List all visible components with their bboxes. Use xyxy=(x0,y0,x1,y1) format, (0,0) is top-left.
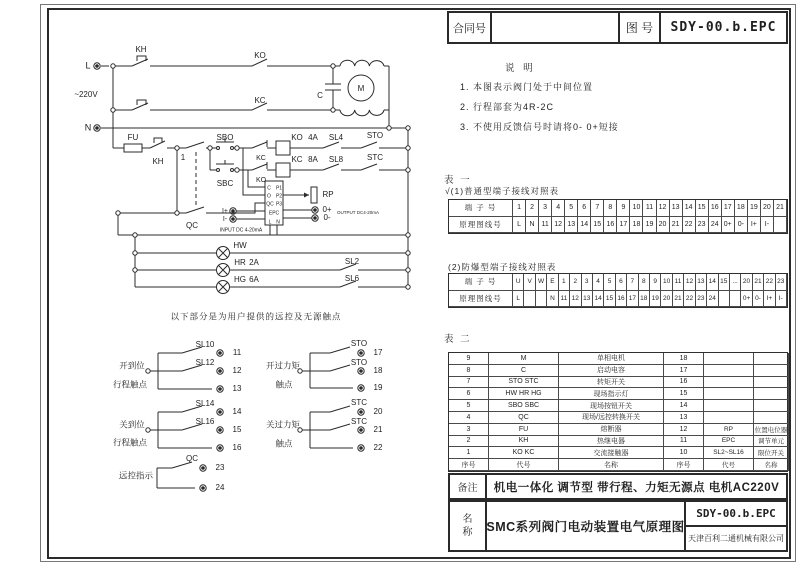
ko-coil-symbol xyxy=(276,141,290,155)
cell: 7 xyxy=(449,377,489,389)
cell: 16 xyxy=(664,377,704,389)
cell: 2 xyxy=(526,200,539,217)
schematic-label: KO xyxy=(255,176,267,184)
schematic-label: 2A xyxy=(249,258,259,268)
schematic-label: KH xyxy=(152,157,164,167)
cell: 16 xyxy=(709,200,722,217)
cell: 11 xyxy=(643,200,656,217)
schematic-label: C xyxy=(267,185,271,192)
schematic-label: 15 xyxy=(232,425,242,435)
schematic-label: 11 xyxy=(232,348,242,358)
schematic-label: KO xyxy=(254,51,266,61)
cell: 5 xyxy=(604,274,615,291)
schematic-label: SL16 xyxy=(195,417,215,427)
cell: 19 xyxy=(643,217,656,234)
cell: SBO SBC xyxy=(489,400,559,412)
schematic-label: SL12 xyxy=(195,358,215,368)
cell: 11 xyxy=(664,436,704,448)
remark-text: 机电一体化 调节型 带行程、力矩无源点 电机AC220V xyxy=(493,481,780,494)
cell: 原理图线号 xyxy=(449,291,513,308)
cell: 20 xyxy=(761,200,774,217)
schematic-label: 关过力矩 xyxy=(265,419,301,430)
cell: 现场按钮开关 xyxy=(559,400,664,412)
cell: 9 xyxy=(617,200,630,217)
schematic-label: 开到位 xyxy=(119,360,145,371)
cell: 17 xyxy=(627,291,638,308)
cell: W xyxy=(536,274,547,291)
cell: 21 xyxy=(670,217,683,234)
cell: 14 xyxy=(683,200,696,217)
cell: 位置电位器 xyxy=(754,424,789,436)
cell: 12 xyxy=(664,424,704,436)
cell: 21 xyxy=(673,291,684,308)
cell: 限位开关 xyxy=(754,447,789,459)
normal-terminal-table xyxy=(448,199,788,234)
cell xyxy=(704,377,754,389)
cell: M xyxy=(489,353,559,365)
schematic-label: 17 xyxy=(373,348,383,358)
cell: 现场指示灯 xyxy=(559,388,664,400)
cell: 13 xyxy=(565,217,578,234)
cell xyxy=(704,400,754,412)
cell: 6 xyxy=(578,200,591,217)
cell: 15 xyxy=(696,200,709,217)
schematic-label: STO xyxy=(366,131,384,141)
cell xyxy=(719,291,730,308)
schematic-label: 关到位 xyxy=(119,419,145,430)
cell: 转矩开关 xyxy=(559,377,664,389)
cell: 15 xyxy=(719,274,730,291)
cell: 21 xyxy=(774,200,787,217)
cell: 24 xyxy=(709,217,722,234)
cell xyxy=(704,412,754,424)
cell: V xyxy=(524,274,535,291)
schematic-label: I- xyxy=(222,215,228,223)
schematic-label: RP xyxy=(322,190,334,200)
schematic-label: HG xyxy=(234,275,246,285)
cell xyxy=(730,291,741,308)
schematic-label: SL10 xyxy=(195,340,215,350)
cell: 0+ xyxy=(741,291,752,308)
note-item: 1. 本图表示阀门处于中间位置 xyxy=(460,82,594,92)
table1-label: 表 一 xyxy=(444,175,472,186)
cell: 23 xyxy=(696,291,707,308)
cell: ... xyxy=(730,274,741,291)
schematic-label: FU xyxy=(127,133,139,143)
remark-label: 备注 xyxy=(450,475,487,498)
cell: 3 xyxy=(582,274,593,291)
cell: 7 xyxy=(627,274,638,291)
contract-number-label: 合同号 xyxy=(453,22,486,35)
cell: 热继电器 xyxy=(559,436,664,448)
schematic-label: 远控指示 xyxy=(118,470,154,481)
note-item: 3. 不使用反馈信号时请将0- 0+短接 xyxy=(460,122,619,132)
cell: I+ xyxy=(764,291,775,308)
cell: 交流接触器 xyxy=(559,447,664,459)
schematic-label: 8A xyxy=(308,155,318,165)
cell: 17 xyxy=(664,365,704,377)
cell: 16 xyxy=(604,217,617,234)
cell: 17 xyxy=(722,200,735,217)
cell: 1 xyxy=(559,274,570,291)
schematic-label: 24 xyxy=(215,483,225,493)
cell: 16 xyxy=(616,291,627,308)
schematic-label: 22 xyxy=(373,443,383,453)
cell xyxy=(754,365,789,377)
cell: 名称 xyxy=(559,459,664,471)
schematic-label: SL8 xyxy=(328,155,344,165)
schematic-label: 以下部分是为用户提供的远控及无源触点 xyxy=(170,311,342,322)
contract-number-value xyxy=(490,13,618,42)
schematic-label: 0- xyxy=(323,213,331,223)
component-table xyxy=(448,352,788,472)
schematic-label: 18 xyxy=(373,366,383,376)
cell: 9 xyxy=(650,274,661,291)
cell: 21 xyxy=(753,274,764,291)
cell: QC xyxy=(489,412,559,424)
cell xyxy=(704,365,754,377)
cell: I- xyxy=(761,217,774,234)
schematic-label: QC xyxy=(186,221,198,231)
company-name: 天津百利二通机械有限公司 xyxy=(688,534,784,543)
schematic-label: STC xyxy=(351,398,367,408)
cell: 5 xyxy=(565,200,578,217)
cell: 20 xyxy=(741,274,752,291)
cell: 13 xyxy=(582,291,593,308)
schematic-label: I+ xyxy=(221,207,229,215)
cell: 11 xyxy=(539,217,552,234)
schematic-label: 21 xyxy=(373,425,383,435)
schematic-label: STC xyxy=(351,417,367,427)
cell: 18 xyxy=(735,200,748,217)
cell: 12 xyxy=(552,217,565,234)
cell: 15 xyxy=(591,217,604,234)
schematic-label: KH xyxy=(135,45,147,55)
cell: 14 xyxy=(593,291,604,308)
table1-explosion-subtitle: (2)防爆型端子接线对照表 xyxy=(448,262,557,272)
cell: 3 xyxy=(539,200,552,217)
cell: 10 xyxy=(664,447,704,459)
schematic-label: STO xyxy=(350,358,368,368)
cell: 8 xyxy=(639,274,650,291)
name-label: 名称 xyxy=(450,502,487,550)
note-item: 2. 行程部套为4R-2C xyxy=(460,102,555,112)
cell: 10 xyxy=(661,274,672,291)
cell: 8 xyxy=(449,365,489,377)
cell: 4 xyxy=(449,412,489,424)
cell: 18 xyxy=(639,291,650,308)
drawing-number-value: SDY-00.b.EPC xyxy=(659,13,786,42)
cell: 23 xyxy=(696,217,709,234)
cell: 0- xyxy=(735,217,748,234)
cell: 14 xyxy=(578,217,591,234)
cell xyxy=(704,353,754,365)
schematic-label: KC xyxy=(291,155,303,165)
cell: RP xyxy=(704,424,754,436)
schematic-label: SL2 xyxy=(344,257,360,267)
notes-heading: 说 明 xyxy=(505,63,536,74)
cell: 17 xyxy=(617,217,630,234)
schematic-label: 12 xyxy=(232,366,242,376)
cell: 15 xyxy=(664,388,704,400)
cell: 18 xyxy=(630,217,643,234)
cell: 6 xyxy=(616,274,627,291)
schematic-label: P3 xyxy=(275,201,283,208)
schematic-label: 触点 xyxy=(275,379,293,390)
cell: 1 xyxy=(513,200,526,217)
cell xyxy=(774,217,787,234)
cell: 现场/远控转换开关 xyxy=(559,412,664,424)
cell: 18 xyxy=(664,353,704,365)
cell: C xyxy=(489,365,559,377)
cell: 22 xyxy=(683,217,696,234)
schematic-label: STO xyxy=(350,339,368,349)
cell: 15 xyxy=(604,291,615,308)
schematic-label: SBC xyxy=(216,179,234,189)
cell: KO KC xyxy=(489,447,559,459)
cell: 14 xyxy=(664,400,704,412)
schematic-label: STC xyxy=(367,153,383,163)
cell: U xyxy=(513,274,524,291)
cell: 12 xyxy=(570,291,581,308)
schematic-label: C xyxy=(317,91,323,101)
cell: I- xyxy=(776,291,787,308)
schematic-label: SBO xyxy=(216,133,234,143)
schematic-label: ~220V xyxy=(74,90,98,100)
cell: SL2~SL16 xyxy=(704,447,754,459)
schematic-label: 14 xyxy=(232,407,242,417)
cell: I+ xyxy=(748,217,761,234)
schematic-label: HR xyxy=(234,258,246,268)
schematic-label: QC xyxy=(266,201,274,208)
cell: 10 xyxy=(630,200,643,217)
cell xyxy=(754,412,789,424)
schematic-label: N xyxy=(276,219,280,226)
cell: 代号 xyxy=(704,459,754,471)
cell: 7 xyxy=(591,200,604,217)
rp-potentiometer-symbol xyxy=(311,187,317,203)
cell: 熔断器 xyxy=(559,424,664,436)
schematic-label: EPC xyxy=(268,210,280,217)
cell: EPC xyxy=(704,436,754,448)
schematic-label: 行程触点 xyxy=(112,379,148,390)
cell: 代号 xyxy=(489,459,559,471)
junction-nodes xyxy=(111,64,410,435)
fuse-symbol xyxy=(124,144,142,152)
cell: 22 xyxy=(684,291,695,308)
schematic-label: HW xyxy=(233,241,247,251)
cell: E xyxy=(547,274,558,291)
cell: 6 xyxy=(449,388,489,400)
cell: 端 子 号 xyxy=(449,200,513,217)
cell: 11 xyxy=(673,274,684,291)
cell: L xyxy=(513,217,526,234)
cell: 2 xyxy=(570,274,581,291)
cell: HW HR HG xyxy=(489,388,559,400)
schematic-label: 16 xyxy=(232,443,242,453)
cell: KH xyxy=(489,436,559,448)
schematic-label: KO xyxy=(291,133,303,143)
schematic-label: 20 xyxy=(373,407,383,417)
cell: 4 xyxy=(593,274,604,291)
schematic-labels xyxy=(74,45,383,492)
cell: 13 xyxy=(670,200,683,217)
schematic-label: 1 xyxy=(180,153,186,163)
cell xyxy=(754,353,789,365)
schematic-label: L xyxy=(268,219,272,226)
cell: N xyxy=(547,291,558,308)
cell xyxy=(536,291,547,308)
cell: 4 xyxy=(552,200,565,217)
explosion-terminal-table xyxy=(448,273,788,308)
schematic-label: O xyxy=(267,193,271,200)
schematic-label: KC xyxy=(256,154,266,162)
cell xyxy=(754,400,789,412)
title-block xyxy=(447,11,788,44)
schematic-label: P2 xyxy=(275,193,283,200)
cell: 13 xyxy=(696,274,707,291)
schematic-label: N xyxy=(84,122,92,133)
cell: 序号 xyxy=(449,459,489,471)
cell: FU xyxy=(489,424,559,436)
schematic-label: 4A xyxy=(308,133,318,143)
schematic-label: P1 xyxy=(275,185,283,192)
cell: 1 xyxy=(449,447,489,459)
cell: 12 xyxy=(684,274,695,291)
cell xyxy=(754,388,789,400)
name-right-column xyxy=(686,502,786,550)
cell: 12 xyxy=(657,200,670,217)
cell: 8 xyxy=(604,200,617,217)
schematic-label: OUTPUT DC4-20mA xyxy=(337,210,379,216)
cell: L xyxy=(513,291,524,308)
cell: N xyxy=(526,217,539,234)
cell: 启动电容 xyxy=(559,365,664,377)
cell: 2 xyxy=(449,436,489,448)
schematic-label: 开过力矩 xyxy=(265,360,301,371)
schematic-label: QC xyxy=(186,454,198,464)
cell: 3 xyxy=(449,424,489,436)
schematic-label: 6A xyxy=(249,275,259,285)
cell: 20 xyxy=(661,291,672,308)
schematic-label: 23 xyxy=(215,463,225,473)
drawing-code: SDY-00.b.EPC xyxy=(686,502,786,527)
cell xyxy=(524,291,535,308)
schematic-label: M xyxy=(357,84,365,94)
cell: 0+ xyxy=(722,217,735,234)
cell: 5 xyxy=(449,400,489,412)
schematic-label: L xyxy=(85,60,91,71)
cell xyxy=(704,388,754,400)
notes-list xyxy=(460,77,619,137)
cell: 调节单元 xyxy=(754,436,789,448)
schematic-label: 19 xyxy=(373,383,383,393)
cell: 13 xyxy=(664,412,704,424)
cell: 端 子 号 xyxy=(449,274,513,291)
cell: 11 xyxy=(559,291,570,308)
cell: 19 xyxy=(650,291,661,308)
schematic-label: SL6 xyxy=(344,274,360,284)
schematic-label: KC xyxy=(254,96,266,106)
cell: STO STC xyxy=(489,377,559,389)
schematic-label: 触点 xyxy=(275,438,293,449)
cell: 23 xyxy=(776,274,787,291)
schematic-label: 行程触点 xyxy=(112,437,148,448)
name-block xyxy=(448,500,788,552)
cell xyxy=(754,377,789,389)
cell: 原理图线号 xyxy=(449,217,513,234)
cell: 单相电机 xyxy=(559,353,664,365)
schematic-label: SL14 xyxy=(195,399,215,409)
drawing-number-label: 图 号 xyxy=(618,13,659,42)
schematic-label: 13 xyxy=(232,384,242,394)
cell: 9 xyxy=(449,353,489,365)
cell: 名称 xyxy=(754,459,789,471)
cell: 24 xyxy=(707,291,718,308)
cell: 19 xyxy=(748,200,761,217)
remark-block xyxy=(448,473,788,500)
cell: 序号 xyxy=(664,459,704,471)
table1-normal-subtitle: √(1)普通型端子接线对照表 xyxy=(445,186,560,196)
schematic-label: SL4 xyxy=(328,133,344,143)
drawing-title: SMC系列阀门电动装置电气原理图 xyxy=(487,502,686,550)
schematic-label: INPUT DC 4-20mA xyxy=(219,227,263,234)
schematic-label: 0+ xyxy=(322,205,332,215)
cell: 22 xyxy=(764,274,775,291)
lamp-symbols xyxy=(217,247,230,294)
cell: 20 xyxy=(657,217,670,234)
table2-label: 表 二 xyxy=(444,334,472,345)
kc-coil-symbol xyxy=(276,163,290,177)
cell: 14 xyxy=(707,274,718,291)
cell: 0- xyxy=(753,291,764,308)
